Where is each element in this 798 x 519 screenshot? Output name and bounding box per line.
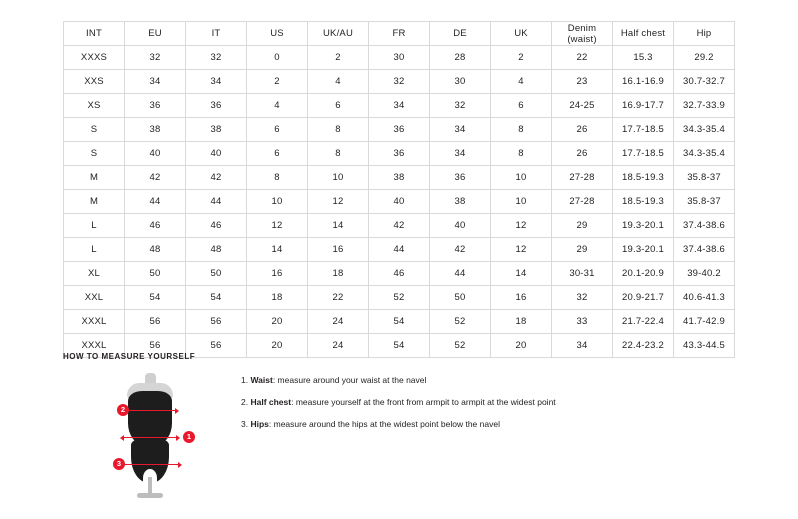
cell-uk: 18: [491, 310, 552, 334]
measure-step-hips-text: : measure around the hips at the widest point below the navel: [268, 419, 500, 430]
cell-half-chest: 21.7-22.4: [613, 310, 674, 334]
cell-uk-au: 4: [308, 70, 369, 94]
cell-it: 48: [186, 238, 247, 262]
cell-eu: 36: [125, 94, 186, 118]
cell-it: 34: [186, 70, 247, 94]
cell-fr: 30: [369, 46, 430, 70]
column-header-it: IT: [186, 22, 247, 46]
table-row: [64, 262, 735, 286]
cell-uk-au: 12: [308, 190, 369, 214]
cell-eu: 54: [125, 286, 186, 310]
table-header: [64, 22, 735, 46]
cell-fr: 36: [369, 142, 430, 166]
measure-step-hips-number: 3.: [241, 419, 249, 430]
marker-1-badge: 1: [183, 431, 195, 443]
cell-uk: 8: [491, 142, 552, 166]
cell-eu: 40: [125, 142, 186, 166]
waist-measure-arrow-icon: [124, 437, 176, 438]
cell-uk-au: 16: [308, 238, 369, 262]
measure-step-half-chest-text: : measure yourself at the front from armpit to armpit at the widest point: [291, 397, 556, 408]
cell-eu: 56: [125, 310, 186, 334]
table-row: [64, 286, 735, 310]
how-to-measure-body: [63, 367, 763, 504]
cell-fr: 40: [369, 190, 430, 214]
cell-uk: 2: [491, 46, 552, 70]
cell-denim-waist: 27-28: [552, 166, 613, 190]
cell-uk-au: 22: [308, 286, 369, 310]
cell-denim-waist: 29: [552, 214, 613, 238]
cell-half-chest: 16.1-16.9: [613, 70, 674, 94]
cell-int: XXXL: [64, 310, 125, 334]
measure-step-hips-term: Hips: [250, 419, 269, 430]
cell-int: L: [64, 238, 125, 262]
size-table-container: [63, 21, 735, 358]
cell-us: 20: [247, 310, 308, 334]
cell-us: 10: [247, 190, 308, 214]
cell-uk-au: 18: [308, 262, 369, 286]
column-header-uk-au: UK/AU: [308, 22, 369, 46]
measure-step-half-chest-term: Half chest: [250, 397, 292, 408]
how-to-measure-title: HOW TO MEASURE YOURSELF: [63, 352, 196, 361]
cell-eu: 50: [125, 262, 186, 286]
cell-us: 4: [247, 94, 308, 118]
cell-half-chest: 17.7-18.5: [613, 142, 674, 166]
cell-int: XXS: [64, 70, 125, 94]
cell-hip: 30.7-32.7: [674, 70, 735, 94]
cell-us: 14: [247, 238, 308, 262]
cell-hip: 34.3-35.4: [674, 142, 735, 166]
cell-int: XXL: [64, 286, 125, 310]
cell-int: L: [64, 214, 125, 238]
cell-de: 34: [430, 142, 491, 166]
cell-eu: 32: [125, 46, 186, 70]
cell-uk: 12: [491, 238, 552, 262]
table-row: [64, 94, 735, 118]
cell-eu: 44: [125, 190, 186, 214]
marker-2-badge: 2: [117, 404, 129, 416]
cell-uk-au: 10: [308, 166, 369, 190]
cell-us: 18: [247, 286, 308, 310]
cell-hip: 37.4-38.6: [674, 214, 735, 238]
table-row: [64, 190, 735, 214]
cell-int: XXXL: [64, 334, 125, 358]
cell-uk: 10: [491, 190, 552, 214]
cell-uk: 12: [491, 214, 552, 238]
cell-hip: 37.4-38.6: [674, 238, 735, 262]
cell-us: 6: [247, 142, 308, 166]
cell-int: XL: [64, 262, 125, 286]
cell-uk: 4: [491, 70, 552, 94]
table-body: [64, 46, 735, 358]
cell-eu: 56: [125, 334, 186, 358]
size-conversion-table: [63, 21, 735, 358]
table-row: [64, 166, 735, 190]
measure-step-waist: [241, 375, 763, 386]
cell-half-chest: 18.5-19.3: [613, 190, 674, 214]
cell-hip: 41.7-42.9: [674, 310, 735, 334]
cell-denim-waist: 33: [552, 310, 613, 334]
cell-half-chest: 18.5-19.3: [613, 166, 674, 190]
cell-half-chest: 16.9-17.7: [613, 94, 674, 118]
measure-step-hips: [241, 419, 763, 430]
cell-us: 12: [247, 214, 308, 238]
cell-uk: 10: [491, 166, 552, 190]
cell-uk-au: 2: [308, 46, 369, 70]
cell-fr: 44: [369, 238, 430, 262]
cell-de: 28: [430, 46, 491, 70]
half-chest-measure-arrow-icon: [125, 410, 175, 411]
cell-us: 6: [247, 118, 308, 142]
cell-uk-au: 24: [308, 334, 369, 358]
mannequin-stand-base: [137, 493, 163, 498]
cell-us: 0: [247, 46, 308, 70]
cell-denim-waist: 26: [552, 142, 613, 166]
cell-eu: 48: [125, 238, 186, 262]
table-row: [64, 214, 735, 238]
cell-half-chest: 20.1-20.9: [613, 262, 674, 286]
cell-eu: 42: [125, 166, 186, 190]
cell-half-chest: 20.9-21.7: [613, 286, 674, 310]
cell-us: 8: [247, 166, 308, 190]
cell-de: 50: [430, 286, 491, 310]
cell-hip: 32.7-33.9: [674, 94, 735, 118]
cell-int: XS: [64, 94, 125, 118]
column-header-hip: Hip: [674, 22, 735, 46]
cell-it: 38: [186, 118, 247, 142]
cell-fr: 38: [369, 166, 430, 190]
measure-step-waist-text: : measure around your waist at the navel: [272, 375, 427, 385]
measure-step-half-chest-number: 2.: [241, 397, 249, 408]
cell-denim-waist: 22: [552, 46, 613, 70]
cell-it: 32: [186, 46, 247, 70]
measure-steps-list: [241, 375, 763, 441]
cell-denim-waist: 27-28: [552, 190, 613, 214]
cell-it: 54: [186, 286, 247, 310]
cell-de: 38: [430, 190, 491, 214]
cell-eu: 34: [125, 70, 186, 94]
table-row: [64, 118, 735, 142]
measure-step-waist-term: Waist: [250, 375, 273, 385]
marker-3-badge: 3: [113, 458, 125, 470]
cell-de: 42: [430, 238, 491, 262]
cell-hip: 43.3-44.5: [674, 334, 735, 358]
cell-us: 20: [247, 334, 308, 358]
cell-half-chest: 19.3-20.1: [613, 214, 674, 238]
cell-eu: 46: [125, 214, 186, 238]
cell-de: 36: [430, 166, 491, 190]
cell-us: 2: [247, 70, 308, 94]
cell-hip: 39-40.2: [674, 262, 735, 286]
cell-fr: 54: [369, 334, 430, 358]
column-header-int: INT: [64, 22, 125, 46]
table-row: [64, 46, 735, 70]
cell-fr: 36: [369, 118, 430, 142]
cell-fr: 54: [369, 310, 430, 334]
hips-measure-arrow-icon: [122, 464, 178, 465]
column-header-half-chest: Half chest: [613, 22, 674, 46]
cell-uk-au: 14: [308, 214, 369, 238]
cell-it: 40: [186, 142, 247, 166]
cell-denim-waist: 29: [552, 238, 613, 262]
cell-de: 32: [430, 94, 491, 118]
table-header-row: [64, 22, 735, 46]
column-header-fr: FR: [369, 22, 430, 46]
column-header-de: DE: [430, 22, 491, 46]
cell-it: 46: [186, 214, 247, 238]
how-to-measure-section: [63, 352, 763, 504]
cell-fr: 34: [369, 94, 430, 118]
cell-hip: 40.6-41.3: [674, 286, 735, 310]
cell-half-chest: 19.3-20.1: [613, 238, 674, 262]
mannequin-torso: [121, 373, 179, 497]
cell-eu: 38: [125, 118, 186, 142]
cell-uk-au: 8: [308, 142, 369, 166]
cell-uk: 6: [491, 94, 552, 118]
measure-step-half-chest: [241, 397, 763, 408]
cell-denim-waist: 32: [552, 286, 613, 310]
table-row: [64, 70, 735, 94]
cell-us: 16: [247, 262, 308, 286]
measure-step-waist-number: 1.: [241, 375, 249, 385]
cell-de: 44: [430, 262, 491, 286]
cell-it: 36: [186, 94, 247, 118]
cell-uk-au: 8: [308, 118, 369, 142]
cell-hip: 35.8-37: [674, 190, 735, 214]
cell-denim-waist: 26: [552, 118, 613, 142]
cell-int: S: [64, 118, 125, 142]
cell-it: 44: [186, 190, 247, 214]
cell-de: 52: [430, 310, 491, 334]
column-header-denim-waist: Denim (waist): [552, 22, 613, 46]
cell-de: 52: [430, 334, 491, 358]
cell-uk: 20: [491, 334, 552, 358]
cell-hip: 35.8-37: [674, 166, 735, 190]
cell-int: M: [64, 190, 125, 214]
cell-de: 30: [430, 70, 491, 94]
column-header-us: US: [247, 22, 308, 46]
cell-it: 56: [186, 310, 247, 334]
cell-fr: 46: [369, 262, 430, 286]
column-header-eu: EU: [125, 22, 186, 46]
cell-uk-au: 24: [308, 310, 369, 334]
cell-uk: 8: [491, 118, 552, 142]
cell-fr: 42: [369, 214, 430, 238]
cell-int: M: [64, 166, 125, 190]
cell-denim-waist: 24-25: [552, 94, 613, 118]
cell-uk: 14: [491, 262, 552, 286]
cell-half-chest: 15.3: [613, 46, 674, 70]
mannequin-illustration: [91, 369, 211, 504]
table-row: [64, 238, 735, 262]
table-row: [64, 142, 735, 166]
cell-it: 50: [186, 262, 247, 286]
cell-half-chest: 22.4-23.2: [613, 334, 674, 358]
cell-uk-au: 6: [308, 94, 369, 118]
cell-hip: 34.3-35.4: [674, 118, 735, 142]
cell-it: 56: [186, 334, 247, 358]
cell-denim-waist: 23: [552, 70, 613, 94]
cell-de: 40: [430, 214, 491, 238]
cell-denim-waist: 30-31: [552, 262, 613, 286]
cell-it: 42: [186, 166, 247, 190]
cell-int: XXXS: [64, 46, 125, 70]
cell-hip: 29.2: [674, 46, 735, 70]
column-header-uk: UK: [491, 22, 552, 46]
cell-fr: 32: [369, 70, 430, 94]
cell-de: 34: [430, 118, 491, 142]
cell-uk: 16: [491, 286, 552, 310]
cell-half-chest: 17.7-18.5: [613, 118, 674, 142]
cell-fr: 52: [369, 286, 430, 310]
table-row: [64, 310, 735, 334]
cell-denim-waist: 34: [552, 334, 613, 358]
cell-int: S: [64, 142, 125, 166]
